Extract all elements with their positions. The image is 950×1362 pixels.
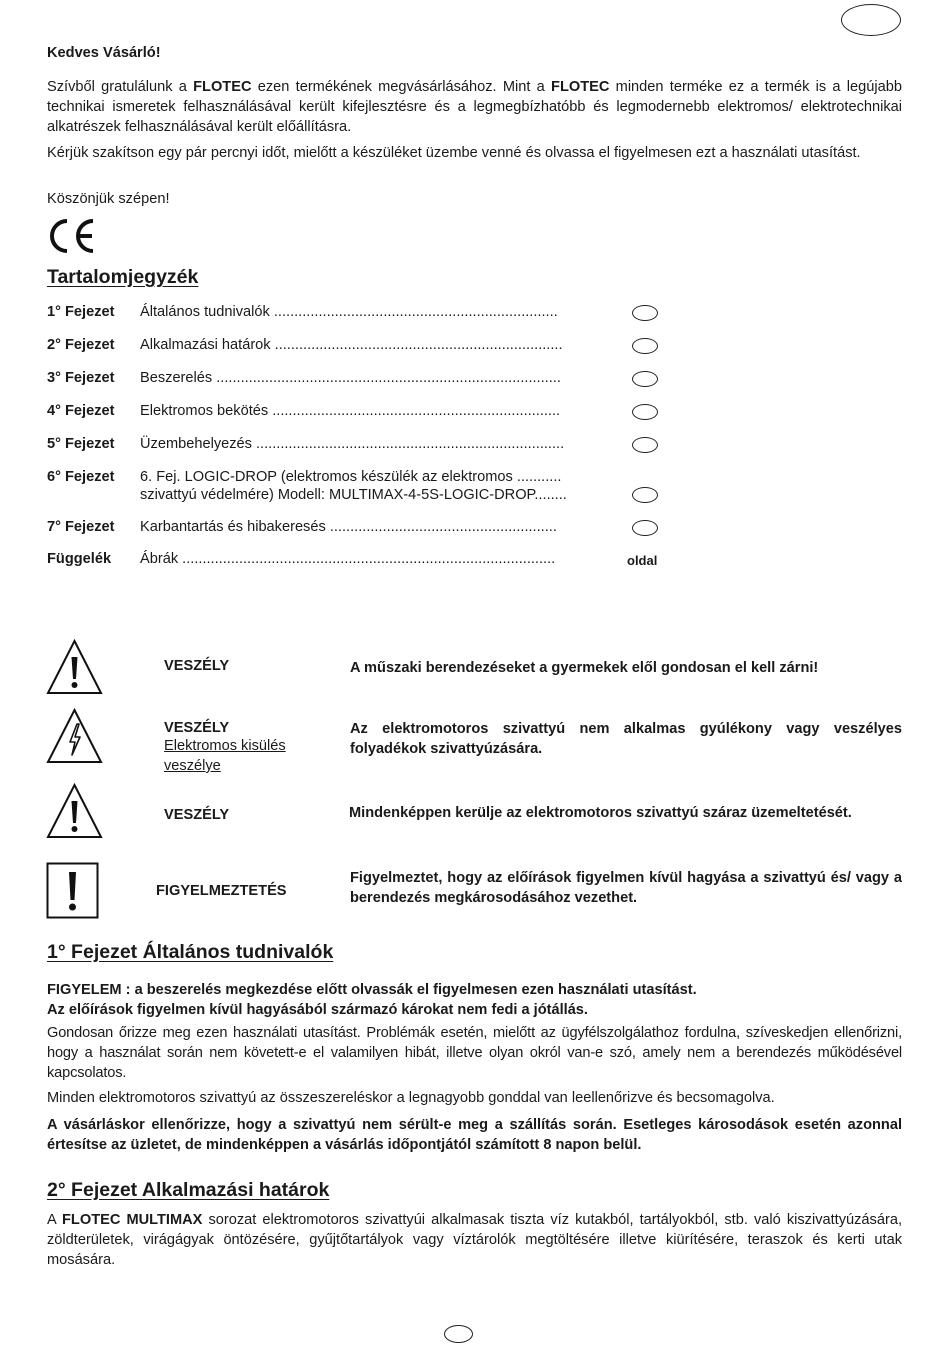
intro-paragraph-2: Kérjük szakítson egy pár percnyi időt, mielőtt a készüléket üzembe venné és olvassa el figyelmesen ezt a használati utasítást.: [47, 145, 861, 161]
chapter-2-paragraph-1: [47, 1210, 902, 1270]
warning-sublabel: [164, 756, 221, 776]
exclamation-square-icon: [46, 862, 99, 919]
warning-sublabel: [164, 736, 286, 756]
toc-chapter-number: 4° Fejezet: [47, 403, 115, 419]
chapter-1-paragraph-2: Minden elektromotoros szivattyú az összeszereléskor a legnagyobb gonddal van leellenőrizve és becsomagolva.: [47, 1090, 775, 1106]
greeting: Kedves Vásárló!: [47, 45, 161, 61]
toc-chapter-title: Karbantartás és hibakeresés ........................................................: [140, 519, 557, 535]
page-number-oval: [632, 305, 658, 321]
exclamation-triangle-icon: [46, 783, 103, 839]
page-number-oval: [632, 338, 658, 354]
toc-chapter-number: 5° Fejezet: [47, 436, 115, 452]
toc-appendix-label: Függelék: [47, 551, 112, 567]
intro-text-a: Szívből gratulálunk a: [47, 79, 194, 95]
toc-chapter-title: Üzembehelyezés ............................................................................: [140, 436, 565, 452]
toc-row: [47, 368, 662, 388]
brand-name: FLOTEC: [193, 79, 252, 95]
exclamation-triangle-icon: [46, 639, 103, 695]
footer-page-oval: [444, 1325, 473, 1343]
toc-row: [47, 549, 662, 569]
toc-chapter-number: 7° Fejezet: [47, 519, 115, 535]
warning-text: A műszaki berendezéseket a gyermekek elől gondosan el kell zárni!: [350, 660, 819, 676]
toc-chapter-title: Beszerelés .....................................................................................: [140, 370, 561, 386]
warning-label: FIGYELMEZTETÉS: [156, 883, 287, 899]
chapter-2-heading: 2° Fejezet Alkalmazási határok: [47, 1179, 330, 1201]
page-number-oval: [632, 371, 658, 387]
toc-row: [47, 467, 662, 505]
toc-chapter-number: 3° Fejezet: [47, 370, 115, 386]
page-number-oval: [632, 437, 658, 453]
toc-chapter-number: 1° Fejezet: [47, 304, 115, 320]
page-label: oldal: [627, 553, 658, 568]
warning-sublabel-line-2: veszélye: [164, 758, 221, 774]
warning-sublabel-line-1: Elektromos kisülés: [164, 738, 286, 754]
toc-chapter-number: 6° Fejezet: [47, 469, 115, 485]
warning-label: VESZÉLY: [164, 658, 230, 674]
chapter-2-text-b: sorozat elektromotoros szivattyúi alkalmasak tiszta víz kutakból, tartályokból, stb. való kiszivattyúzására, zöldterületek, virágágyak öntözésére, gyűjtőtartályok vagy víztárolók megtöltésére illetve kiürítésére, teraszok és kerti utak mosására.: [47, 1212, 902, 1268]
toc-chapter-number: 2° Fejezet: [47, 337, 115, 353]
chapter-1-heading: 1° Fejezet Általános tudnivalók: [47, 941, 334, 963]
toc-row: [47, 335, 662, 355]
warning-text: Figyelmeztet, hogy az előírások figyelmen kívül hagyása a szivattyú és/ vagy a berendezés megkárosodásához vezethet.: [350, 870, 902, 906]
page-number-oval: [632, 404, 658, 420]
language-oval: [841, 4, 901, 36]
ce-mark-icon: [46, 217, 98, 255]
warning-text: Az elektromotoros szivattyú nem alkalmas gyúlékony vagy veszélyes folyadékok szivattyúzására.: [350, 721, 902, 757]
page-number-oval: [632, 520, 658, 536]
product-name: FLOTEC MULTIMAX: [62, 1212, 203, 1228]
high-voltage-triangle-icon: [46, 708, 103, 764]
intro-paragraph-1: [47, 77, 902, 137]
toc-chapter-title: Alkalmazási határok .......................................................................: [140, 337, 563, 353]
page-number-oval: [632, 487, 658, 503]
intro-text-c: minden terméke ez a termék is a legújabb technikai ismeretek felhasználásával került kifejlesztésre és a legmegbízhatóbb és legmodernebb elektromos/ elektrotechnikai alkatrészek felhasználásával került előállításra.: [47, 79, 902, 135]
toc-chapter-title-line-2: szivattyú védelmére) Modell: MULTIMAX-4-5S-LOGIC-DROP........: [140, 487, 567, 503]
chapter-2-text-a: A: [47, 1212, 63, 1228]
toc-row: [47, 401, 662, 421]
chapter-1-paragraph-1: Gondosan őrizze meg ezen használati utasítást. Problémák esetén, mielőtt az ügyfélszolgálathoz fordulna, szíveskedjen ellenőrizni, hogy a használat során nem követett-e el valamilyen hibát, illetve olyan okról van-e szó, amely nem a berendezés működésével kapcsolatos.: [47, 1025, 902, 1081]
toc-chapter-title: Általános tudnivalók ......................................................................: [140, 304, 558, 320]
warning-text: Mindenképpen kerülje az elektromotoros szivattyú száraz üzemeltetését.: [349, 805, 852, 821]
intro-paragraph-3: Köszönjük szépen!: [47, 191, 170, 207]
chapter-1-notice-2: Az előírások figyelmen kívül hagyásából származó károkat nem fedi a jótállás.: [47, 1002, 588, 1018]
toc-row: [47, 517, 662, 537]
toc-chapter-title: Elektromos bekötés .......................................................................: [140, 403, 561, 419]
brand-name: FLOTEC: [551, 79, 610, 95]
toc-heading: Tartalomjegyzék: [47, 266, 199, 288]
warning-label: VESZÉLY: [164, 807, 230, 823]
toc-row: [47, 302, 662, 322]
toc-chapter-title: 6. Fej. LOGIC-DROP (elektromos készülék az elektromos ...........: [140, 469, 562, 485]
toc-appendix-title: Ábrák ............................................................................................: [140, 551, 556, 567]
chapter-1-notice-1: FIGYELEM : a beszerelés megkezdése előtt olvassák el figyelmesen ezen használati utasítást.: [47, 982, 697, 998]
intro-text-b: ezen termékének megvásárlásához. Mint a: [251, 79, 552, 95]
warning-label: VESZÉLY: [164, 720, 230, 736]
chapter-1-paragraph-3: A vásárláskor ellenőrizze, hogy a szivattyú nem sérült-e meg a szállítás során. Esetleges károsodások esetén azonnal értesítse az üzletet, de mindenképpen a vásárlás időpontjától számított 8 napon belül.: [47, 1117, 902, 1153]
toc-row: [47, 434, 662, 454]
